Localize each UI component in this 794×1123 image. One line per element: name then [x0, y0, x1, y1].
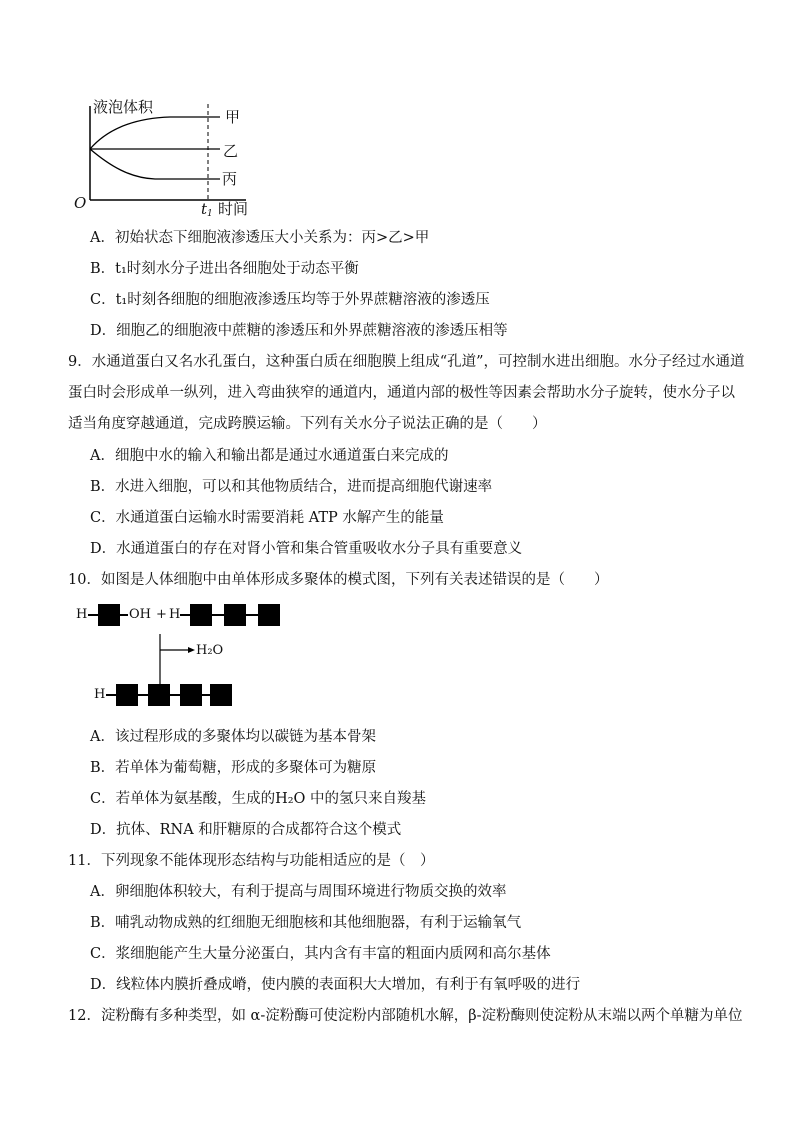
q10-option-d: D．抗体、RNA 和肝糖原的合成都符合这个模式 — [90, 822, 402, 838]
q11-option-a: A．卵细胞体积较大，有利于提高与周围环境进行物质交换的效率 — [90, 884, 507, 900]
origin-label: O — [74, 194, 87, 212]
q11-option-c: C．浆细胞能产生大量分泌蛋白，其内含有丰富的粗面内质网和高尔基体 — [90, 946, 551, 962]
q9-option-b: B．水进入细胞，可以和其他物质结合，进而提高细胞代谢速率 — [90, 479, 493, 495]
bond — [106, 694, 116, 696]
q11-option-b: B．哺乳动物成熟的红细胞无细胞核和其他细胞器，有利于运输氧气 — [90, 915, 522, 931]
bond — [88, 614, 98, 616]
q10-option-b: B．若单体为葡萄糖，形成的多聚体可为糖原 — [90, 760, 377, 776]
bond — [120, 614, 128, 616]
diagram-oh: OH — [129, 607, 151, 622]
q10-option-c: C．若单体为氨基酸，生成的H₂O 中的氢只来自羧基 — [90, 791, 427, 807]
bond — [170, 694, 180, 696]
q8-option-c: C．t₁时刻各细胞的细胞液渗透压均等于外界蔗糖溶液的渗透压 — [90, 292, 490, 308]
q8-option-b: B．t₁时刻水分子进出各细胞处于动态平衡 — [90, 261, 359, 277]
curve-bing — [90, 149, 220, 179]
diagram-h2o: H₂O — [196, 643, 224, 658]
q10-option-a: A．该过程形成的多聚体均以碳链为基本骨架 — [90, 729, 376, 745]
polymer-block — [116, 684, 138, 706]
curve-label-yi: 乙 — [223, 142, 239, 160]
curve-label-jia: 甲 — [225, 108, 241, 126]
q8-option-d: D．细胞乙的细胞液中蔗糖的渗透压和外界蔗糖溶液的渗透压相等 — [90, 323, 508, 339]
q9-option-c: C．水通道蛋白运输水时需要消耗 ATP 水解产生的能量 — [90, 510, 444, 526]
y-axis-label: 液泡体积 — [93, 98, 154, 116]
polymer-block — [148, 684, 170, 706]
bond — [180, 614, 190, 616]
q11-stem: 11．下列现象不能体现形态结构与功能相适应的是（ ） — [68, 853, 435, 869]
q9-option-d: D．水通道蛋白的存在对肾小管和集合管重吸收水分子具有重要意义 — [90, 541, 523, 557]
bond — [202, 694, 210, 696]
bond — [138, 694, 148, 696]
q9-option-a: A．细胞中水的输入和输出都是通过水通道蛋白来完成的 — [90, 448, 449, 464]
q9-stem-line-2: 蛋白时会形成单一纵列，进入弯曲狭窄的通道内，通道内部的极性等因素会帮助水分子旋转，使水分子以 — [68, 385, 735, 401]
t1-subscript: 1 — [207, 209, 213, 219]
q9-stem-line-3: 适当角度穿越通道，完成跨膜运输。下列有关水分子说法正确的是（ ） — [68, 416, 547, 432]
vacuole-volume-graph — [70, 96, 260, 222]
bond — [212, 614, 224, 616]
q12-stem: 12．淀粉酶有多种类型，如 α-淀粉酶可使淀粉内部随机水解，β-淀粉酶则使淀粉从末端以两个单糖为单位 — [68, 1008, 743, 1024]
diagram-h-2: H — [169, 607, 181, 622]
diagram-h-1: H — [76, 607, 88, 622]
polymer-block — [224, 604, 246, 626]
q10-stem: 10．如图是人体细胞中由单体形成多聚体的模式图，下列有关表述错误的是（ ） — [68, 572, 609, 588]
diagram-h-3: H — [94, 687, 106, 702]
polymer-block — [180, 684, 202, 706]
monomer-polymer-diagram — [74, 600, 304, 716]
x-axis-label: 时间 — [218, 200, 249, 218]
diagram-plus: + — [156, 607, 167, 622]
t1-label — [201, 200, 213, 223]
polymer-block — [190, 604, 212, 626]
q9-stem-line-1: 9．水通道蛋白又名水孔蛋白，这种蛋白质在细胞膜上组成“孔道”，可控制水进出细胞。水分子经过水通道 — [68, 354, 745, 370]
monomer-block — [98, 604, 120, 626]
polymer-block — [210, 684, 232, 706]
curve-label-bing: 丙 — [222, 170, 238, 188]
polymer-block — [258, 604, 280, 626]
bond — [246, 614, 258, 616]
t1-letter: t — [201, 200, 208, 218]
curve-jia — [90, 117, 220, 149]
q8-option-a: A．初始状态下细胞液渗透压大小关系为：丙>乙>甲 — [90, 230, 430, 246]
q11-option-d: D．线粒体内膜折叠成嵴，使内膜的表面积大大增加，有利于有氧呼吸的进行 — [90, 977, 581, 993]
